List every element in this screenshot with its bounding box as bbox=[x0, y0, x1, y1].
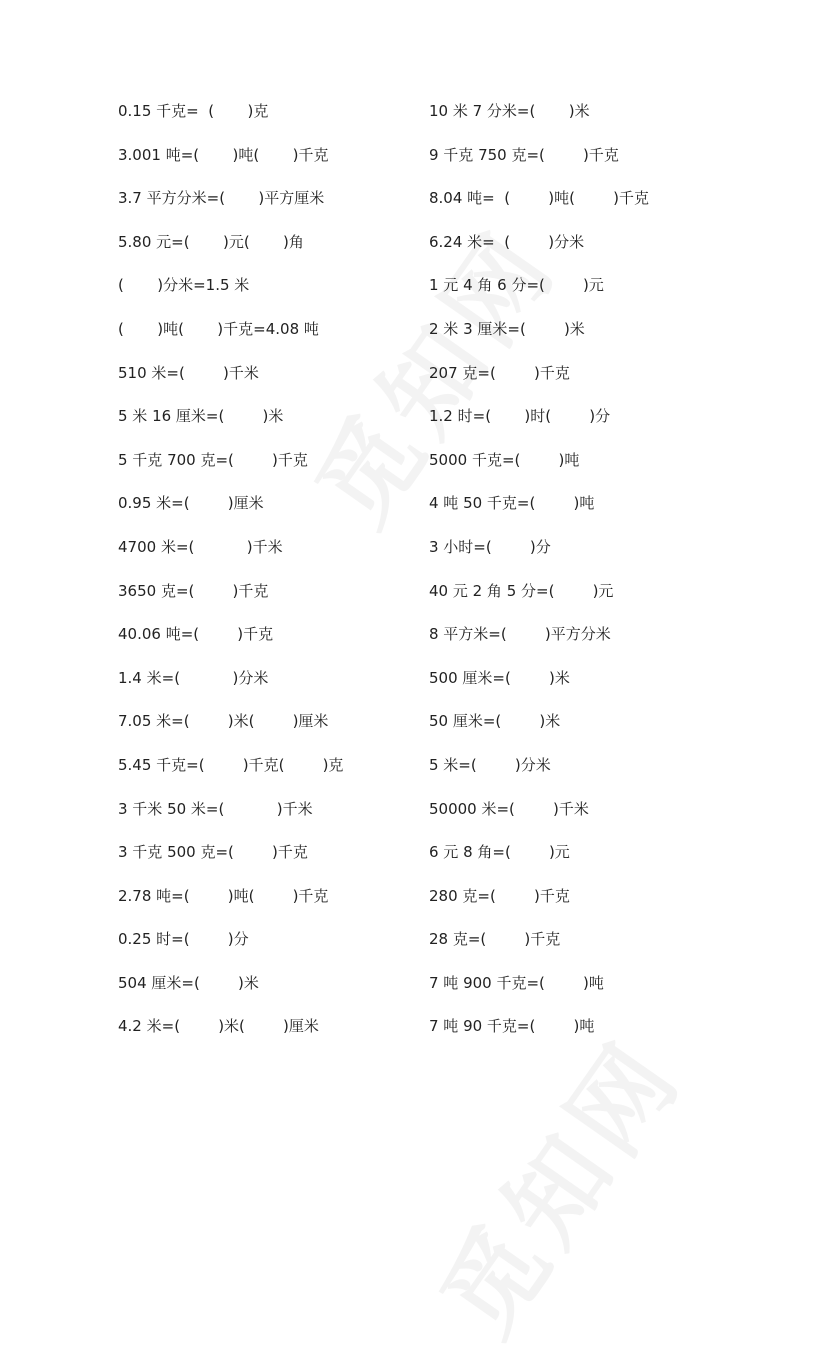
problem-right: 50000 米=( )千米 bbox=[429, 799, 589, 818]
problem-left: 5 千克 700 克=( )千克 bbox=[118, 450, 308, 469]
problem-right: 6.24 米= ( )分米 bbox=[429, 232, 585, 251]
problem-left: 5.45 千克=( )千克( )克 bbox=[118, 755, 344, 774]
problem-left: 7.05 米=( )米( )厘米 bbox=[118, 712, 329, 731]
problem-row bbox=[0, 404, 830, 448]
problem-right: 7 吨 900 千克=( )吨 bbox=[429, 973, 604, 992]
problem-row bbox=[0, 797, 830, 841]
problem-row bbox=[0, 927, 830, 971]
problem-left: 5 米 16 厘米=( )米 bbox=[118, 407, 284, 426]
problem-right: 10 米 7 分米=( )米 bbox=[429, 102, 590, 120]
problem-right: 3 小时=( )分 bbox=[429, 537, 551, 556]
problem-left: 1.4 米=( )分米 bbox=[118, 668, 269, 687]
problem-right: 4 吨 50 千克=( )吨 bbox=[429, 494, 595, 513]
problem-row bbox=[0, 143, 830, 187]
problem-right: 280 克=( )千克 bbox=[429, 886, 570, 905]
problem-left: 510 米=( )千米 bbox=[118, 363, 259, 382]
problem-right: 1 元 4 角 6 分=( )元 bbox=[429, 276, 604, 295]
problem-right: 1.2 时=( )时( )分 bbox=[429, 407, 611, 426]
problem-row bbox=[0, 361, 830, 405]
problem-right: 2 米 3 厘米=( )米 bbox=[429, 319, 585, 338]
problem-right: 5000 千克=( )吨 bbox=[429, 450, 580, 469]
problem-row bbox=[0, 230, 830, 274]
problem-row bbox=[0, 273, 830, 317]
problem-left: 5.80 元=( )元( )角 bbox=[118, 232, 304, 251]
problem-left: 3650 克=( )千克 bbox=[118, 581, 269, 600]
problem-row bbox=[0, 666, 830, 710]
problem-row bbox=[0, 186, 830, 230]
problem-right: 7 吨 90 千克=( )吨 bbox=[429, 1017, 595, 1036]
problem-row bbox=[0, 535, 830, 579]
problem-right: 6 元 8 角=( )元 bbox=[429, 843, 570, 862]
problem-left: 2.78 吨=( )吨( )千克 bbox=[118, 886, 329, 905]
problem-left: 40.06 吨=( )千克 bbox=[118, 625, 274, 644]
problem-right: 207 克=( )千克 bbox=[429, 363, 570, 382]
problem-left: 3 千克 500 克=( )千克 bbox=[118, 843, 308, 862]
problem-row bbox=[0, 709, 830, 753]
watermark-bottom bbox=[401, 1006, 708, 1358]
problem-row bbox=[0, 317, 830, 361]
problem-right: 8 平方米=( )平方分米 bbox=[429, 625, 611, 644]
problem-left: ( )吨( )千克=4.08 吨 bbox=[118, 319, 319, 338]
problem-right: 40 元 2 角 5 分=( )元 bbox=[429, 581, 614, 600]
problem-left: 504 厘米=( )米 bbox=[118, 973, 259, 992]
problem-right: 9 千克 750 克=( )千克 bbox=[429, 145, 619, 164]
problem-right: 28 克=( )千克 bbox=[429, 930, 561, 949]
problem-row bbox=[0, 622, 830, 666]
problem-row bbox=[0, 1014, 830, 1058]
problem-row bbox=[0, 884, 830, 928]
problem-left: 3 千米 50 米=( )千米 bbox=[118, 799, 313, 818]
problem-right: 500 厘米=( )米 bbox=[429, 668, 570, 687]
problem-row bbox=[0, 753, 830, 797]
problem-row bbox=[0, 579, 830, 623]
problem-left: ( )分米=1.5 米 bbox=[118, 276, 250, 295]
problem-left: 0.25 时=( )分 bbox=[118, 930, 249, 949]
problem-right: 5 米=( )分米 bbox=[429, 755, 551, 774]
problem-row bbox=[0, 491, 830, 535]
problem-left: 3.001 吨=( )吨( )千克 bbox=[118, 145, 329, 164]
problem-right: 50 厘米=( )米 bbox=[429, 712, 561, 731]
problem-left: 3.7 平方分米=( )平方厘米 bbox=[118, 189, 325, 208]
problem-row bbox=[0, 99, 830, 143]
problem-row bbox=[0, 971, 830, 1015]
problem-right: 8.04 吨= ( )吨( )千克 bbox=[429, 189, 649, 208]
problem-left: 0.15 千克= ( )克 bbox=[118, 102, 269, 120]
problem-row bbox=[0, 448, 830, 492]
problem-left: 4700 米=( )千米 bbox=[118, 537, 283, 556]
problem-left: 0.95 米=( )厘米 bbox=[118, 494, 264, 513]
problem-left: 4.2 米=( )米( )厘米 bbox=[118, 1017, 319, 1036]
problem-list bbox=[0, 99, 830, 1058]
problem-row bbox=[0, 840, 830, 884]
